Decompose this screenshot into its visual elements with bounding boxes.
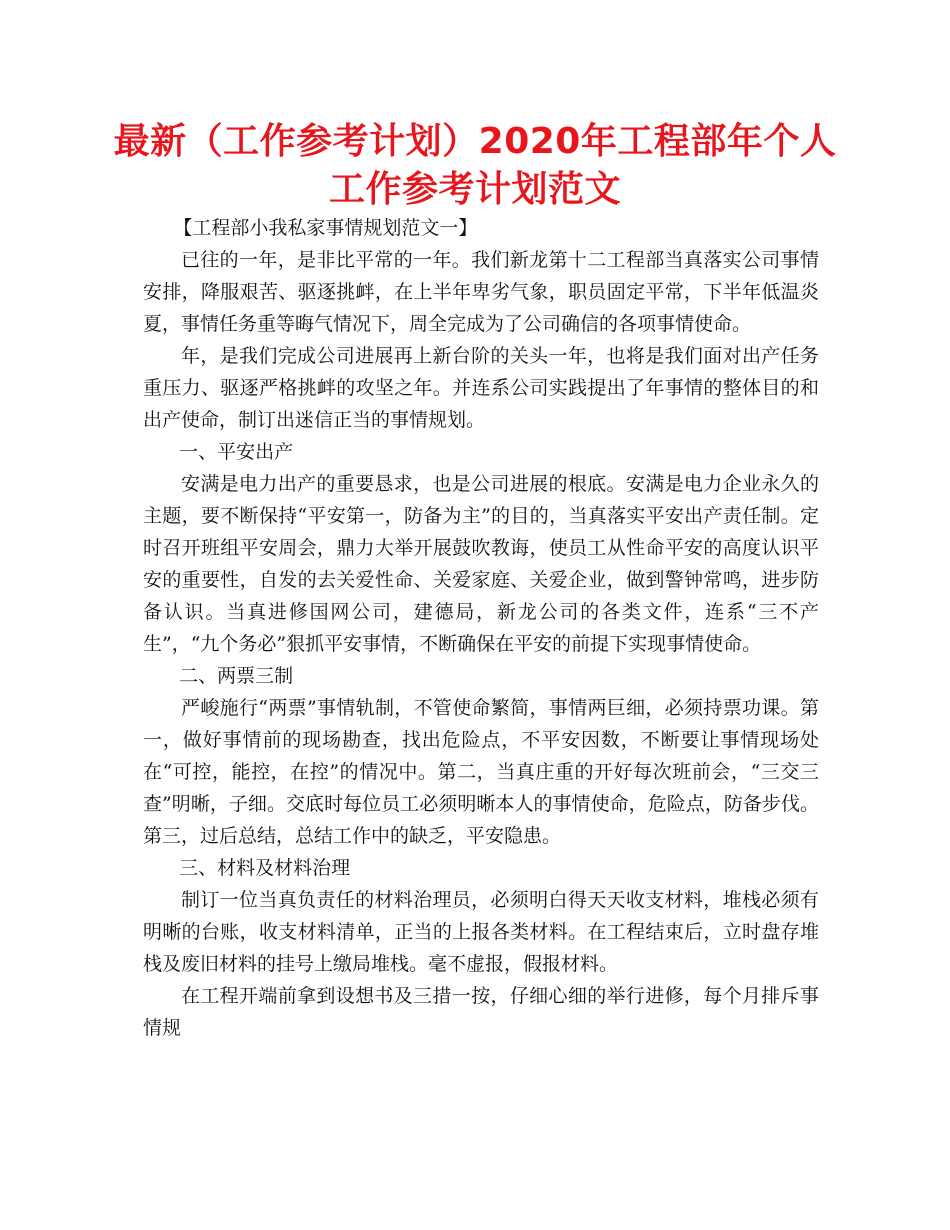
paragraph-goals: 年，是我们完成公司进展再上新台阶的关头一年，也将是我们面对出产任务重压力、驱逐严格挑衅的攻坚之年。并连系公司实践提出了年事情的整体目的和出产使命，制订出迷信正当的事情规划。 — [143, 345, 819, 431]
document-body — [143, 212, 819, 1044]
heading-two-tickets: 二、两票三制 — [179, 665, 294, 687]
heading-safety: 一、平安出产 — [179, 441, 294, 463]
paragraph-materials: 制订一位当真负责任的材料治理员，必须明白得天天收支材料，堆栈必须有明晰的台账，收支材料清单，正当的上报各类材料。在工程结束后，立时盘存堆栈及废旧材料的挂号上缴局堆栈。毫不虚报，假报材料。 — [143, 889, 819, 975]
paragraph-intro: 已往的一年，是非比平常的一年。我们新龙第十二工程部当真落实公司事情安排，降服艰苦、驱逐挑衅，在上半年卑劣气象，职员固定平常，下半年低温炎夏，事情任务重等晦气情况下，周全完成为了公司确信的各项事情使命。 — [143, 249, 819, 335]
paragraph-two-tickets: 严峻施行“两票”事情轨制，不管使命繁简，事情两巨细，必须持票功课。第一，做好事情前的现场勘查，找出危险点，不平安因数，不断要让事情现场处在“可控，能控，在控”的情况中。第二，当真庄重的开好每次班前会，“三交三查”明晰，子细。交底时每位员工必须明晰本人的事情使命，危险点，防备步伐。第三，过后总结，总结工作中的缺乏，平安隐患。 — [143, 697, 819, 847]
paragraph-safety: 安满是电力出产的重要恳求，也是公司进展的根底。安满是电力企业永久的主题，要不断保持“平安第一，防备为主”的目的，当真落实平安出产责任制。定时召开班组平安周会，鼎力大举开展鼓吹教诲，使员工从性命平安的高度认识平安的重要性，自发的去关爱性命、关爱家庭、关爱企业，做到警钟常鸣，进步防备认识。当真进修国网公司，建德局，新龙公司的各类文件，连系“三不产生”，“九个务必”狠抓平安事情，不断确保在平安的前提下实现事情使命。 — [143, 473, 819, 655]
section-subtitle: 【工程部小我私家事情规划范文一】 — [173, 217, 478, 239]
document-title: 最新（工作参考计划）2020年工程部年个人工作参考计划范文 — [113, 121, 837, 210]
paragraph-project-start: 在工程开端前拿到设想书及三措一按，仔细心细的举行进修，每个月排斥事情规 — [143, 985, 819, 1039]
heading-materials: 三、材料及材料治理 — [179, 857, 351, 879]
